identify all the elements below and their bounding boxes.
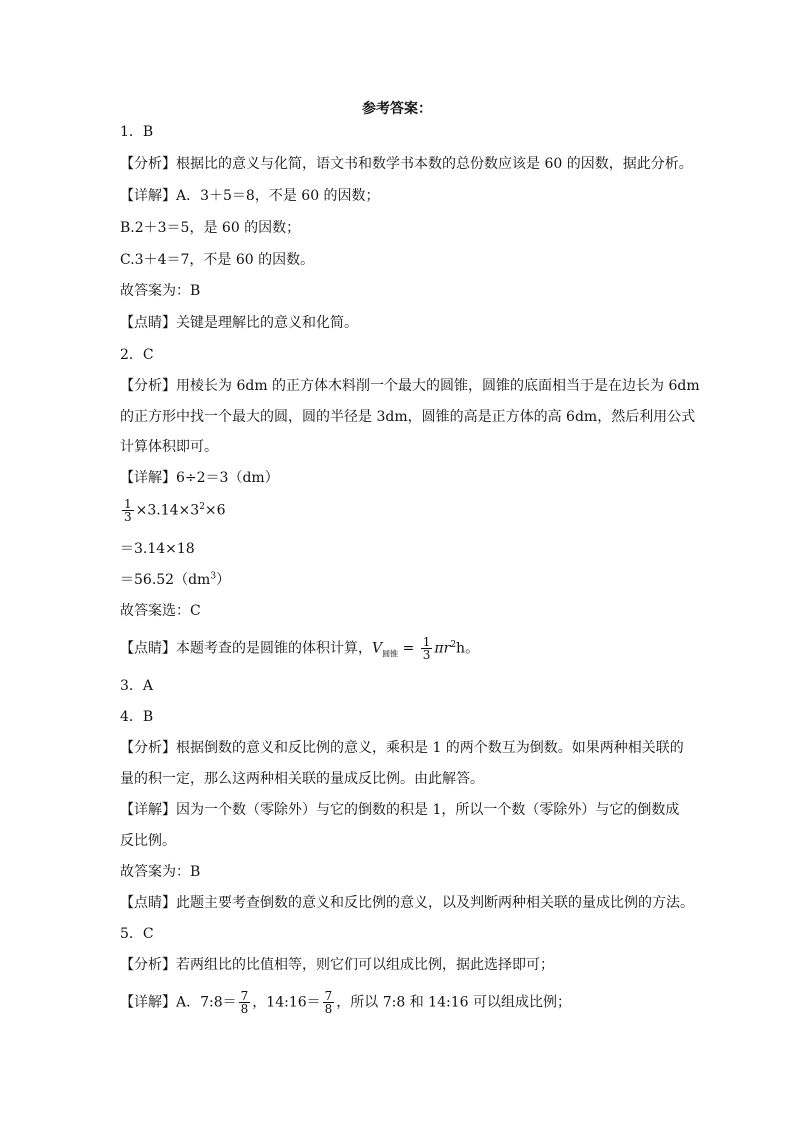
q1-analysis: 【分析】根据比的意义与化简，语文书和数学书本数的总份数应该是 60 的因数，据此分析。 — [120, 156, 693, 172]
q5-fraction-2-num: 7 — [324, 989, 333, 1003]
q2-formula-den: 3 — [422, 648, 431, 662]
q1-detail-c: C.3＋4＝7，不是 60 的因数。 — [120, 252, 315, 268]
q2-step-3 — [120, 570, 230, 590]
q2-fraction-num: 1 — [124, 497, 132, 511]
q2-formula-fraction — [421, 636, 433, 661]
q5-fraction-2 — [323, 990, 335, 1015]
page-title: 参考答案： — [362, 101, 432, 117]
q1-comment: 【点睛】关键是理解比的意义和化简。 — [120, 315, 358, 331]
q2-step-1-tail: ×6 — [204, 502, 226, 519]
q5-analysis: 【分析】若两组比的比值相等，则它们可以组成比例，据此选择即可； — [120, 957, 554, 973]
q2-step-1-expr: ×3.14×3 — [135, 502, 200, 519]
q2-analysis-line-2: 的正方形中找一个最大的圆，圆的半径是 3dm，圆锥的高是正方体的高 6dm，然后利用公式 — [120, 409, 696, 425]
q2-fraction-den: 3 — [124, 510, 132, 524]
q5-fraction-1-num: 7 — [240, 989, 249, 1003]
q4-detail-line-1: 【详解】因为一个数（零除外）与它的倒数的积是 1，所以一个数（零除外）与它的倒数成 — [120, 802, 680, 818]
q2-formula-num: 1 — [422, 635, 431, 649]
q2-comment-text: 【点睛】本题考查的是圆锥的体积计算， — [120, 640, 372, 657]
q3-heading: 3．A — [120, 678, 154, 694]
q5-fraction-1-den: 8 — [240, 1002, 249, 1016]
q2-step-3-tail: ） — [216, 572, 231, 588]
q4-analysis-line-1: 【分析】根据倒数的意义和反比例的意义，乘积是 1 的两个数互为倒数。如果两种相关联的 — [120, 740, 684, 756]
q2-formula-end: 。 — [465, 640, 480, 657]
q2-step-3-exponent: 3 — [210, 571, 217, 582]
q2-heading: 2．C — [120, 347, 154, 363]
q1-detail-a: 【详解】A．3＋5＝8，不是 60 的因数； — [120, 188, 380, 204]
q5-fraction-2-den: 8 — [324, 1002, 333, 1016]
q4-comment: 【点睛】此题主要考查倒数的意义和反比例的意义，以及判断两种相关联的量成比例的方法。 — [120, 895, 694, 911]
q4-answer: 故答案为：B — [120, 864, 201, 880]
q2-formula-exponent: 2 — [450, 639, 457, 650]
q5-detail — [120, 990, 571, 1015]
q2-formula-v: V — [372, 640, 383, 657]
q2-step-1 — [120, 498, 226, 523]
q2-analysis-line-1: 【分析】用棱长为 6dm 的正方体木料削一个最大的圆锥，圆锥的底面相当于是在边长为 6dm — [120, 378, 700, 394]
q2-step-2: ＝3.14×18 — [120, 541, 195, 557]
q2-fraction — [122, 498, 134, 523]
q2-comment — [120, 636, 479, 664]
q4-heading: 4．B — [120, 709, 154, 725]
q2-step-1-exponent: 2 — [199, 501, 205, 512]
q4-detail-line-2: 反比例。 — [120, 833, 176, 849]
q2-step-3-expr: ＝56.52（dm — [120, 572, 211, 588]
q5-detail-mid: ，14:16＝ — [252, 994, 321, 1011]
q2-answer: 故答案选：C — [120, 603, 201, 619]
q2-formula-pi-r: πr — [434, 640, 451, 657]
q2-detail-line — [120, 468, 279, 488]
q2-formula-h: h — [456, 640, 466, 657]
q2-detail-step: 6÷2＝3（dm） — [176, 470, 279, 486]
q5-detail-tail: ，所以 7:8 和 14:16 可以组成比例； — [336, 994, 571, 1011]
q2-formula-equals: = — [398, 640, 419, 657]
q1-detail-b: B.2＋3＝5，是 60 的因数； — [120, 220, 301, 236]
q2-formula-subscript: 圆锥 — [382, 649, 399, 659]
q2-analysis-line-3: 计算体积即可。 — [120, 439, 218, 455]
q5-heading: 5．C — [120, 926, 154, 942]
q5-detail-prefix: 【详解】A．7:8＝ — [120, 994, 237, 1011]
q1-heading: 1．B — [120, 124, 154, 140]
q4-analysis-line-2: 量的积一定，那么这两种相关联的量成反比例。由此解答。 — [120, 771, 484, 787]
q1-answer: 故答案为：B — [120, 283, 201, 299]
q2-detail-prefix: 【详解】 — [120, 470, 176, 486]
q5-fraction-1 — [239, 990, 251, 1015]
